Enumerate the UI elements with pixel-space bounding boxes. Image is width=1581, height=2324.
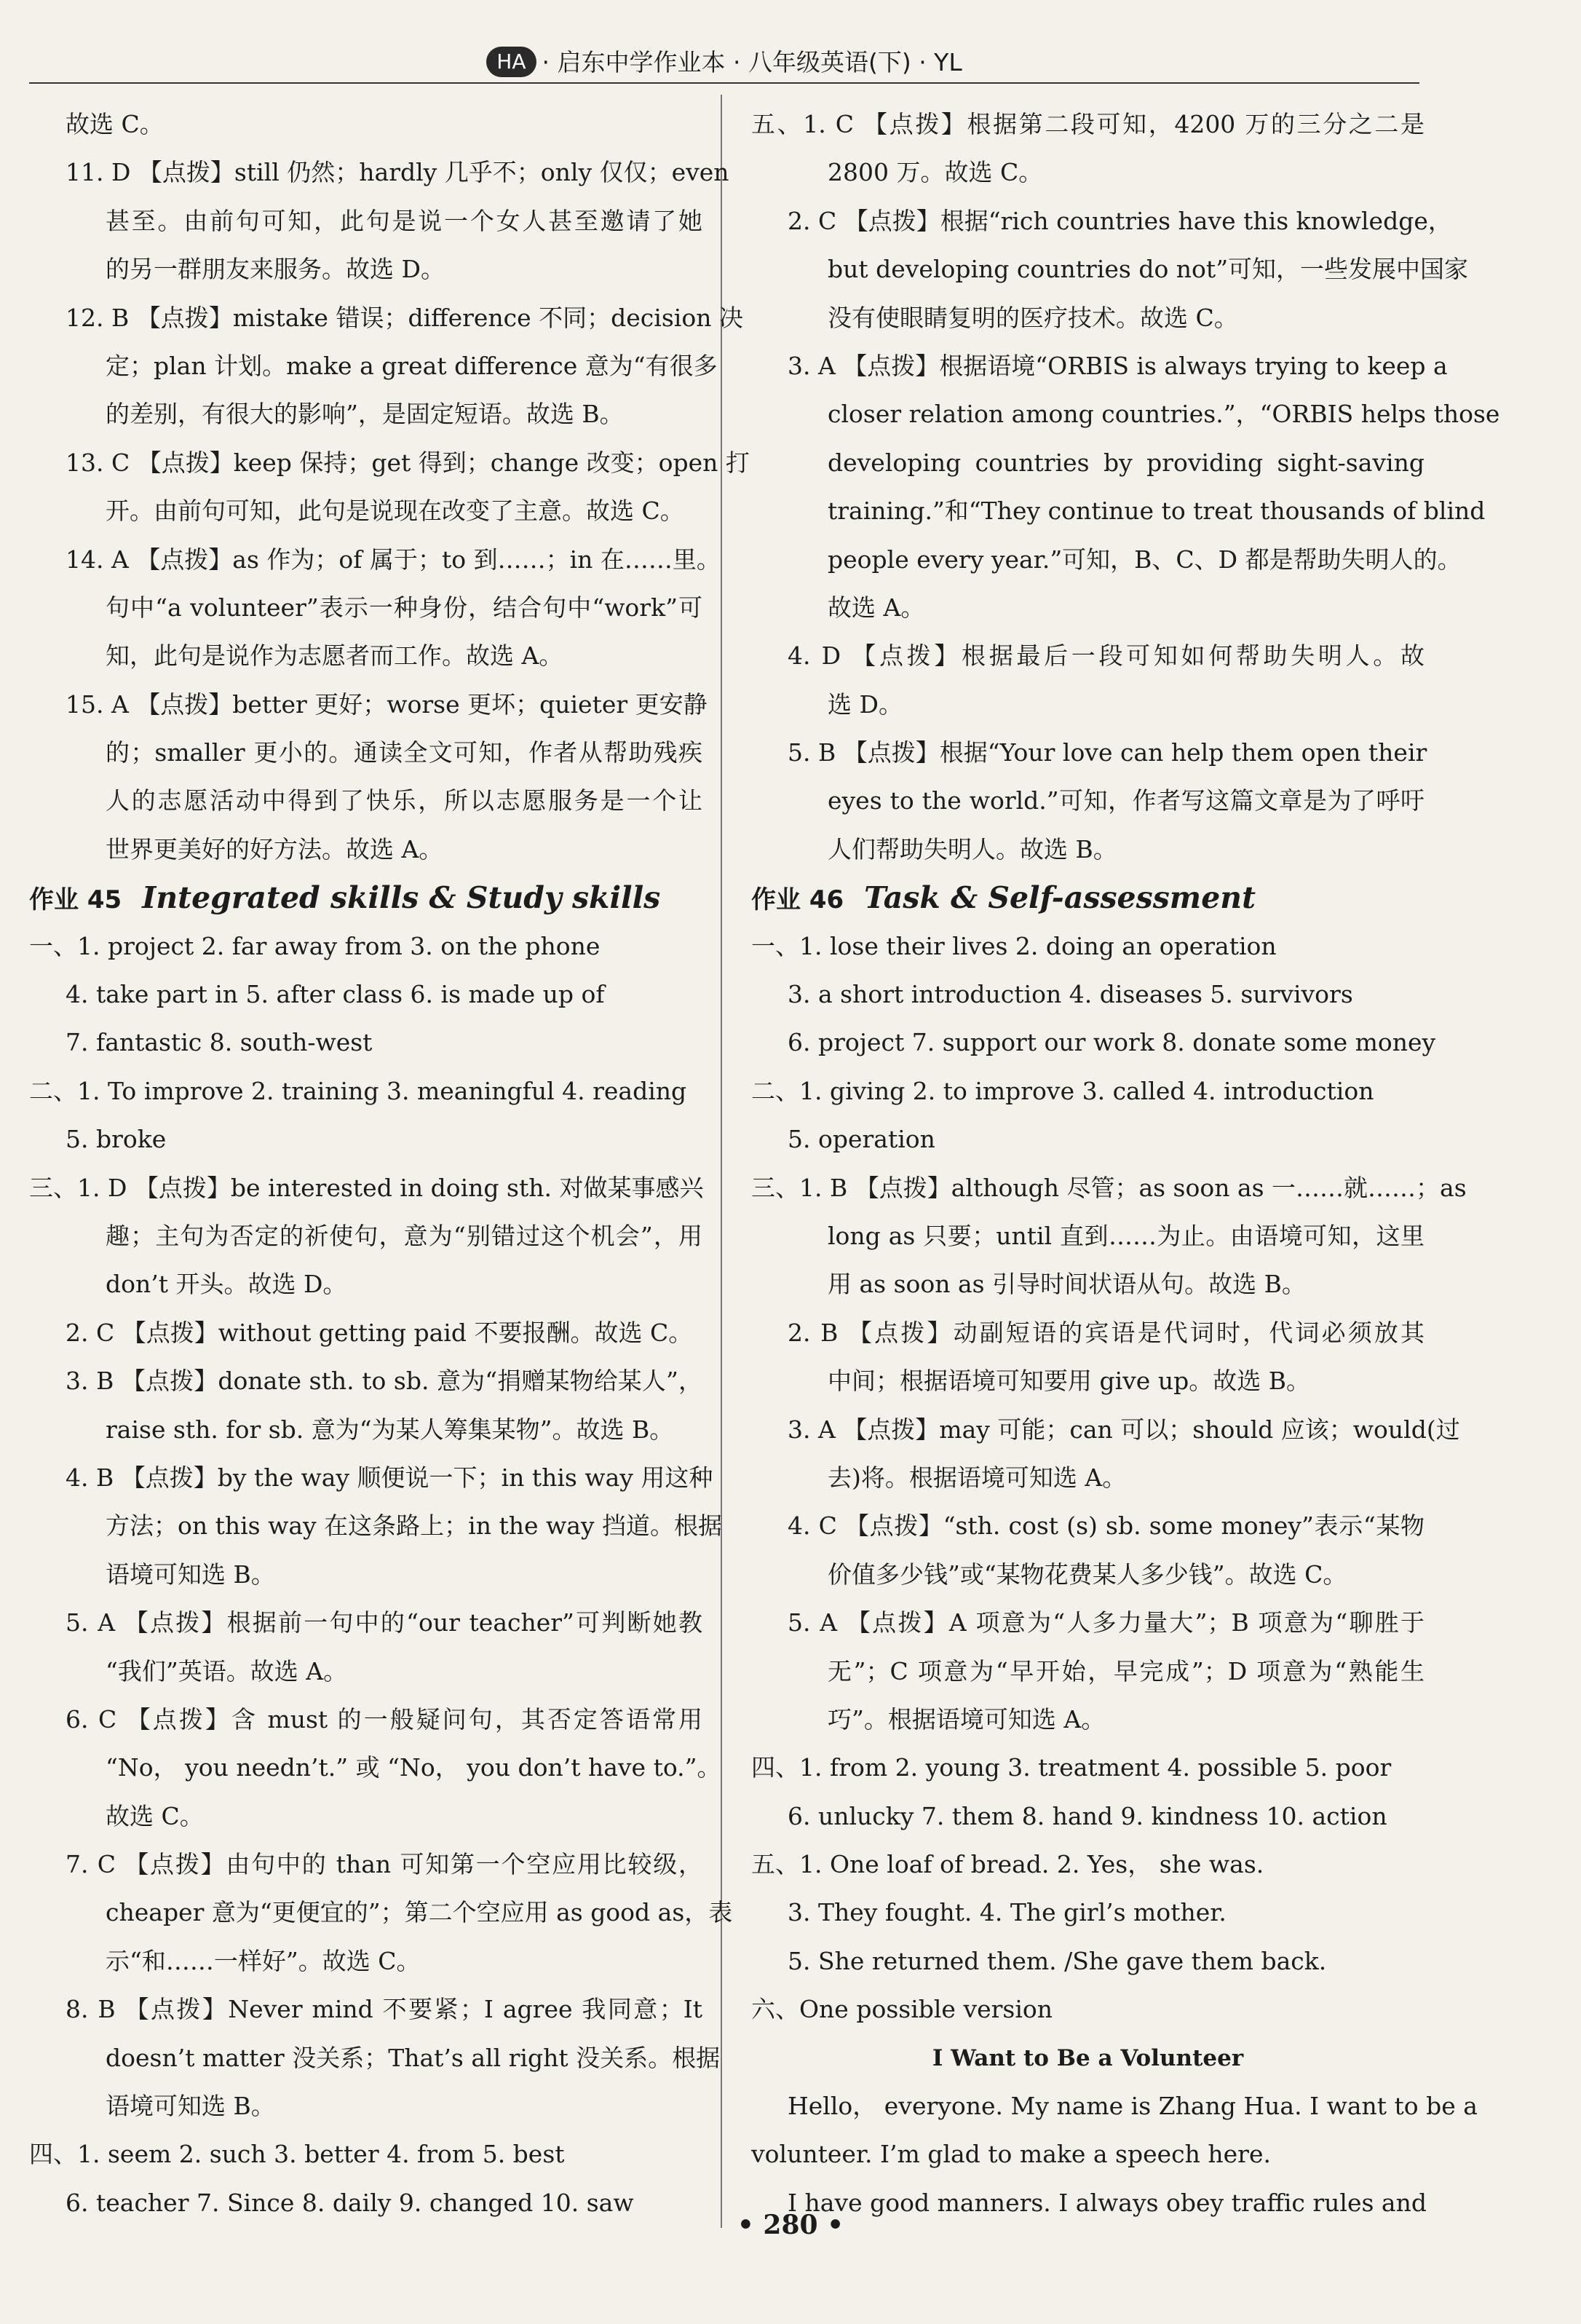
answer-line: 4. take part in 5. after class 6. is made up of [66,980,605,1009]
answer-line: 3. A 【点拨】根据语境“ORBIS is always trying to keep a [788,351,1448,380]
answer-line: I have good manners. I always obey traffic rules and [788,2188,1427,2217]
answer-line: 句中“a volunteer”表示一种身份，结合句中“work”可 [106,593,702,622]
answer-line: 用 as soon as 引导时间状语从句。故选 B。 [828,1270,1306,1299]
answer-line: 3. A 【点拨】may 可能；can 可以；should 应该；would(过 [788,1415,1460,1444]
section-number: 作业 45 [29,885,122,915]
answer-line: people every year.”可知，B、C、D 都是帮助失明人的。 [828,545,1462,574]
right-column [751,100,1500,2227]
answer-line: 12. B 【点拨】mistake 错误；difference 不同；decision 决 [66,303,743,332]
header-title: · 启东中学作业本 · 八年级英语(下) · YL [542,48,962,76]
answer-line: 5. She returned them. /She gave them back. [788,1946,1327,1975]
answer-line: 知，此句是说作为志愿者而工作。故选 A。 [106,641,563,671]
answer-line: “我们”英语。故选 A。 [106,1656,348,1685]
answer-line: 的另一群朋友来服务。故选 D。 [106,255,445,284]
answer-line: 6. teacher 7. Since 8. daily 9. changed 10. saw [66,2188,634,2217]
answer-line: 3. B 【点拨】donate sth. to sb. 意为“捐赠某物给某人”， [66,1367,702,1396]
left-column [29,100,750,2227]
essay-title: I Want to Be a Volunteer [932,2044,1244,2071]
section-heading: Integrated skills & Study skills [142,880,661,916]
answer-line: 6. unlucky 7. them 8. hand 9. kindness 10. action [788,1801,1387,1830]
answer-line: 5. B 【点拨】根据“Your love can help them open their [788,738,1427,767]
answer-line: 故选 C。 [106,1801,204,1830]
header-rule [29,82,1419,84]
answer-line: don’t 开头。故选 D。 [106,1270,347,1299]
answer-line: 一、1. project 2. far away from 3. on the phone [29,931,601,960]
answer-line: 四、1. from 2. young 3. treatment 4. possible 5. poor [751,1753,1392,1782]
answer-line: 5. A 【点拨】根据前一句中的“our teacher”可判断她教 [66,1608,702,1637]
answer-line: volunteer. I’m glad to make a speech here. [751,2140,1271,2169]
answer-line: raise sth. for sb. 意为“为某人筹集某物”。故选 B。 [106,1415,674,1444]
answer-line: 故选 A。 [828,593,925,622]
answer-line: 5. A 【点拨】A 项意为“人多力量大”；B 项意为“聊胜于 [788,1608,1425,1637]
answer-line: 价值多少钱”或“某物花费某人多少钱”。故选 C。 [828,1560,1347,1589]
answer-line: 2800 万。故选 C。 [828,158,1043,187]
page-number: • 280 • [737,2210,844,2240]
answer-line: 方法；on this way 在这条路上；in the way 挡道。根据 [106,1511,723,1541]
answer-line: 的差别，有很大的影响”，是固定短语。故选 B。 [106,400,624,429]
answer-line: closer relation among countries.”，“ORBIS helps those [828,400,1500,429]
answer-line: 2. B 【点拨】动副短语的宾语是代词时，代词必须放其 [788,1318,1425,1347]
answer-line: 3. a short introduction 4. diseases 5. survivors [788,980,1353,1009]
answer-line: 示“和……一样好”。故选 C。 [106,1946,421,1975]
answer-line: 5. operation [788,1125,935,1154]
answer-line: 2. C 【点拨】without getting paid 不要报酬。故选 C。 [66,1318,693,1347]
answer-line: 2. C 【点拨】根据“rich countries have this knowledge， [788,206,1452,235]
answer-line: 14. A 【点拨】as 作为；of 属于；to 到……；in 在……里。 [66,545,721,574]
answer-line: 11. D 【点拨】still 仍然；hardly 几乎不；only 仅仅；even [66,158,729,187]
answer-line: 人的志愿活动中得到了快乐，所以志愿服务是一个让 [106,786,702,815]
answer-line: 4. C 【点拨】“sth. cost (s) sb. some money”表示“某物 [788,1511,1425,1541]
answer-line: 6. project 7. support our work 8. donate some money [788,1028,1436,1057]
section-title [29,874,702,922]
answer-line: 三、1. B 【点拨】although 尽管；as soon as 一……就……；as [751,1173,1467,1202]
page-header [29,41,1419,84]
answer-line: 选 D。 [828,689,903,719]
answer-line: 5. broke [66,1125,167,1154]
answer-line: 中间；根据语境可知要用 give up。故选 B。 [828,1367,1310,1396]
answer-line: 定；plan 计划。make a great difference 意为“有很多 [106,351,718,380]
publisher-badge: HA [486,47,536,77]
answer-line: 二、1. giving 2. to improve 3. called 4. introduction [751,1076,1374,1105]
answer-line: 4. D 【点拨】根据最后一段可知如何帮助失明人。故 [788,641,1425,671]
answer-line: 二、1. To improve 2. training 3. meaningful 4. reading [29,1076,687,1105]
answer-line: 语境可知选 B。 [106,1560,275,1589]
answer-line: but developing countries do not”可知，一些发展中国家 [828,255,1469,284]
answer-line: 趣；主句为否定的祈使句，意为“别错过这个机会”，用 [106,1221,702,1250]
answer-line: eyes to the world.”可知，作者写这篇文章是为了呼吁 [828,786,1425,815]
answer-line: long as 只要；until 直到……为止。由语境可知，这里 [828,1221,1425,1250]
answer-line: 人们帮助失明人。故选 B。 [828,834,1117,863]
answer-line: 8. B 【点拨】Never mind 不要紧；I agree 我同意；It [66,1995,702,2024]
answer-line: 6. C 【点拨】含 must 的一般疑问句，其否定答语常用 [66,1704,702,1734]
section-title [751,874,1425,922]
answer-line: 巧”。根据语境可知选 A。 [828,1704,1106,1734]
answer-line: 五、1. C 【点拨】根据第二段可知，4200 万的三分之二是 [751,110,1425,138]
answer-line: 7. C 【点拨】由句中的 than 可知第一个空应用比较级， [66,1850,702,1879]
answer-line: 7. fantastic 8. south-west [66,1028,373,1057]
answer-line: developing countries by providing sight-saving [828,448,1425,477]
answer-line: 故选 C。 [66,110,164,138]
answer-line: doesn’t matter 没关系；That’s all right 没关系。根据 [106,2043,721,2072]
answer-line: 四、1. seem 2. such 3. better 4. from 5. best [29,2140,565,2169]
answer-line: 五、1. One loaf of bread. 2. Yes， she was. [751,1850,1264,1879]
answer-line: training.”和“They continue to treat thousands of blind [828,497,1486,526]
answer-line: 世界更美好的好方法。故选 A。 [106,834,443,863]
answer-line: 4. B 【点拨】by the way 顺便说一下；in this way 用这种 [66,1463,713,1492]
answer-line: 三、1. D 【点拨】be interested in doing sth. 对做某事感兴 [29,1173,704,1202]
answer-line: Hello， everyone. My name is Zhang Hua. I want to be a [788,2092,1478,2121]
answer-line: 无”；C 项意为“早开始，早完成”；D 项意为“熟能生 [828,1656,1425,1685]
answer-line: 没有使眼睛复明的医疗技术。故选 C。 [828,303,1238,332]
answer-line: 的；smaller 更小的。通读全文可知，作者从帮助残疾 [106,738,702,767]
answer-line: cheaper 意为“更便宜的”；第二个空应用 as good as，表 [106,1898,733,1927]
answer-line: 3. They fought. 4. The girl’s mother. [788,1898,1227,1927]
section-number: 作业 46 [751,885,844,915]
answer-line: “No， you needn’t.” 或 “No， you don’t have to.”。 [106,1753,721,1782]
answer-line: 开。由前句可知，此句是说现在改变了主意。故选 C。 [106,497,684,526]
answer-line: 13. C 【点拨】keep 保持；get 得到；change 改变；open 打 [66,448,750,477]
answer-line: 六、One possible version [751,1995,1053,2024]
answer-line: 一、1. lose their lives 2. doing an operation [751,931,1277,960]
answer-line: 甚至。由前句可知，此句是说一个女人甚至邀请了她 [106,206,702,235]
answer-line: 去)将。根据语境可知选 A。 [828,1463,1127,1492]
answer-line: 语境可知选 B。 [106,2092,275,2121]
answer-line: 15. A 【点拨】better 更好；worse 更坏；quieter 更安静 [66,689,708,719]
section-heading: Task & Self-assessment [864,880,1256,916]
